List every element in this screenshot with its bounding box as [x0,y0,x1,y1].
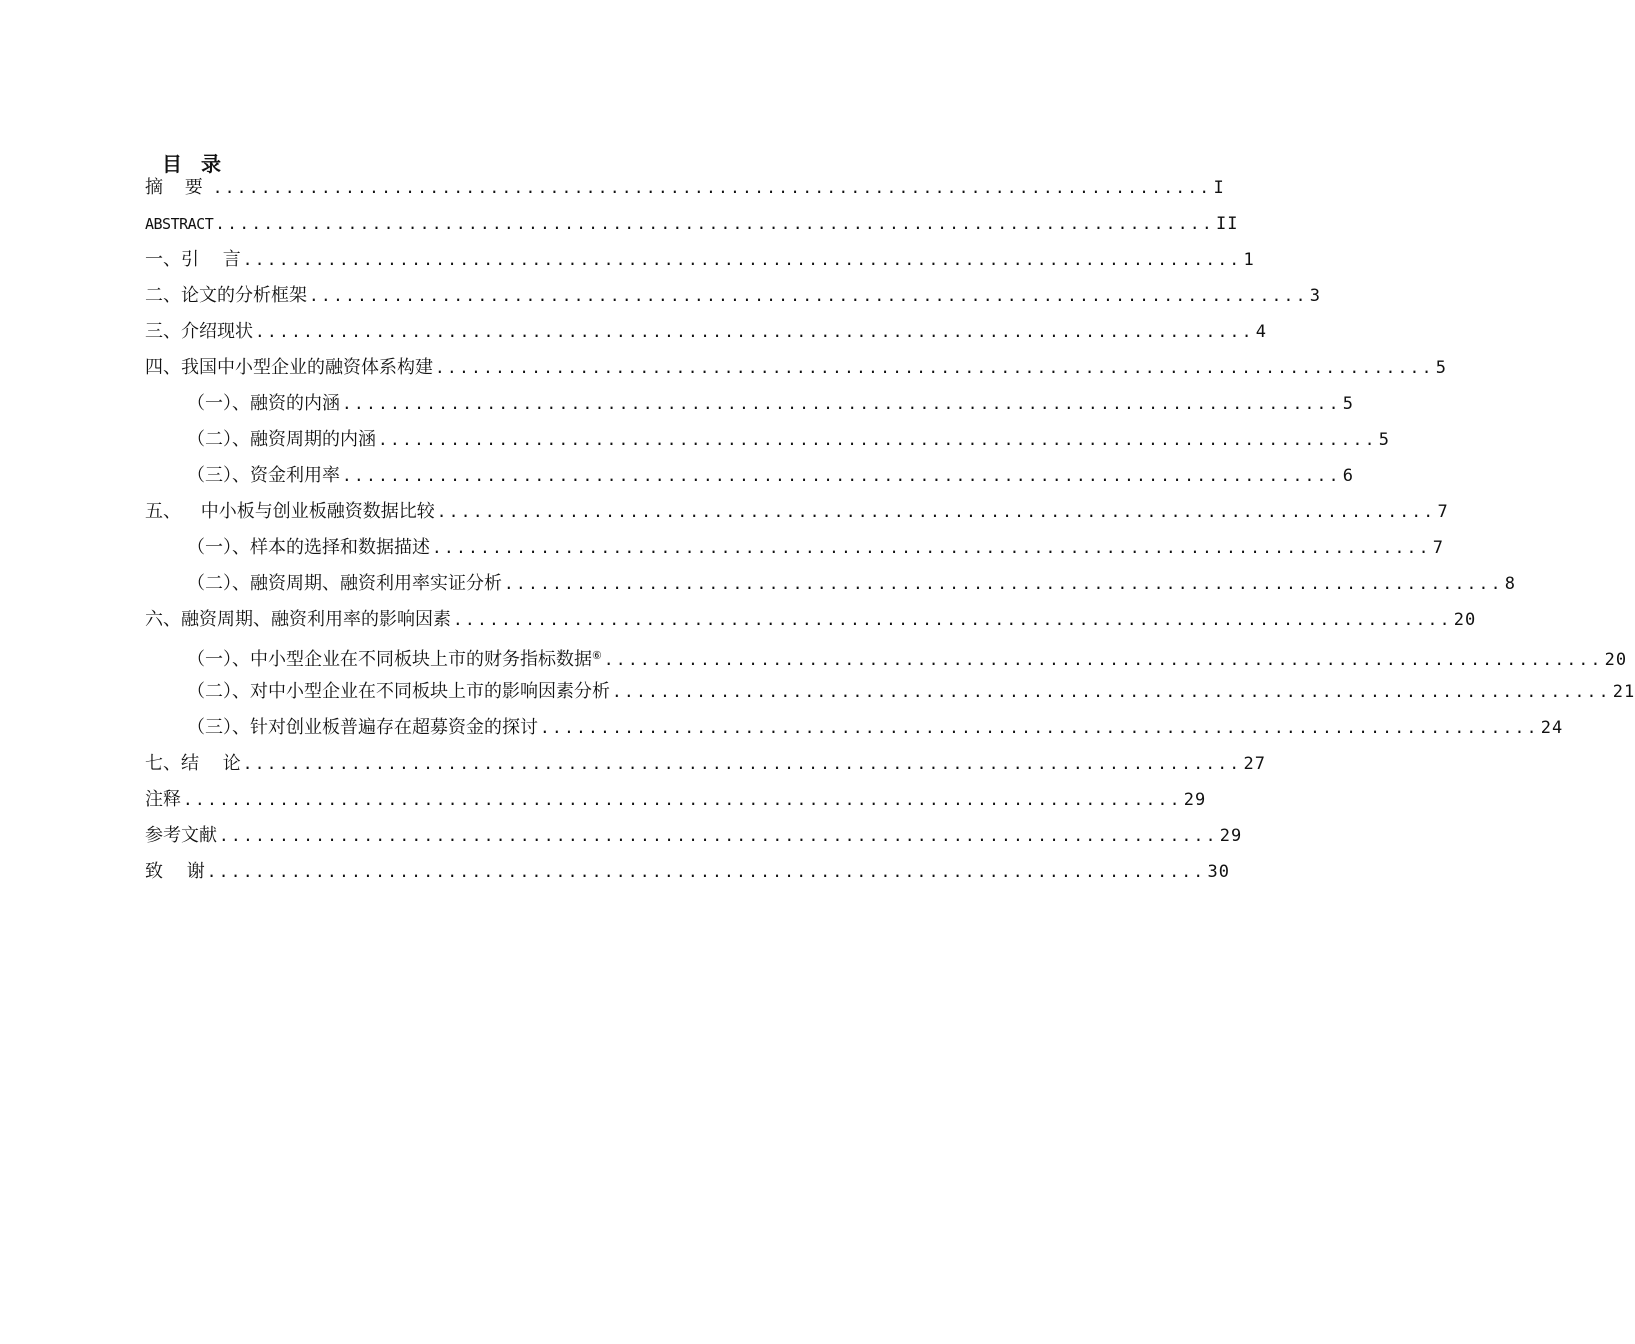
toc-entry-page: 6 [1342,466,1354,486]
toc-entry-page: 4 [1255,322,1267,342]
toc-entry[interactable] [145,854,1230,890]
toc-leader-dots: ................................................................................... [453,610,1452,629]
toc-entry-page: 7 [1437,502,1449,522]
toc-entry-label: （三）、资金利用率 [187,465,340,486]
toc-entry[interactable] [145,242,1255,278]
toc-entry[interactable] [145,206,1239,242]
toc-title: 目 录 [162,152,227,176]
toc-entry-label-text: （一）、中小型企业在不同板块上市的财务指标数据 [187,649,592,670]
toc-entry-label: 六、融资周期、融资利用率的影响因素 [145,609,451,630]
toc-entry[interactable] [145,674,1635,710]
toc-entry-label: 致 谢 [145,861,205,882]
toc-entry-page: 24 [1540,718,1564,738]
toc-entry-label: （一）、样本的选择和数据描述 [187,537,430,558]
toc-entry[interactable] [145,494,1449,530]
toc-entry-label: 一、引 言 [145,249,241,270]
toc-leader-dots: ................................................................................... [242,250,1242,269]
toc-entry-page: 20 [1604,650,1628,670]
toc-leader-dots: ................................................................................... [378,430,1377,449]
toc-entry-label: （三）、针对创业板普遍存在超募资金的探讨 [187,717,538,738]
toc-entry[interactable] [145,782,1207,818]
toc-leader-dots: ................................................................................... [603,650,1603,669]
toc-entry[interactable] [145,458,1354,494]
toc-entry[interactable] [145,818,1243,854]
toc-entry[interactable] [145,638,1628,674]
toc-leader-dots: ................................................................................... [242,754,1242,773]
toc-entry-label: ABSTRACT [145,215,214,233]
toc-leader-dots: ................................................................................... [504,574,1503,593]
toc-entry-page: 20 [1453,610,1477,630]
toc-list [145,170,1635,890]
toc-entry-label: 四、我国中小型企业的融资体系构建 [145,357,433,378]
toc-entry-page: 29 [1183,790,1207,810]
toc-leader-dots: ................................................................................... [435,358,1434,377]
toc-entry[interactable] [145,386,1354,422]
toc-entry-page: 27 [1243,754,1266,774]
toc-leader-dots: ................................................................................... [183,790,1182,809]
toc-entry-label: （二）、融资周期、融资利用率实证分析 [187,573,502,594]
toc-entry-page: 30 [1207,862,1230,882]
toc-entry-label: 七、结 论 [145,753,241,774]
toc-entry-page: 5 [1378,430,1390,450]
toc-entry-page: 3 [1309,286,1321,306]
toc-entry-page: 5 [1435,358,1447,378]
toc-entry[interactable] [145,170,1225,206]
toc-entry-label: 二、论文的分析框架 [145,285,307,306]
toc-leader-dots: ................................................................................... [540,718,1539,737]
toc-entry-page: 21 [1612,682,1635,702]
toc-leader-dots: ................................................................................... [342,394,1341,413]
toc-leader-dots: ................................................................................... [212,178,1212,197]
toc-entry[interactable] [145,350,1447,386]
toc-entry-page: 29 [1219,826,1243,846]
toc-entry-label [187,638,602,678]
toc-entry-label: 参考文献 [145,825,217,846]
toc-leader-dots: ................................................................................... [432,538,1431,557]
toc-entry-label: 三、介绍现状 [145,321,253,342]
toc-entry-label: 注释 [145,789,181,810]
toc-leader-dots: ................................................................................... [219,826,1218,845]
toc-entry-page: 7 [1432,538,1444,558]
toc-entry-page: 5 [1342,394,1354,414]
toc-entry-label: 五、 中小板与创业板融资数据比较 [145,501,435,522]
toc-entry[interactable] [145,566,1516,602]
toc-entry-page: 8 [1504,574,1516,594]
toc-leader-dots: ................................................................................... [342,466,1341,485]
toc-leader-dots: ................................................................................... [206,862,1206,881]
toc-leader-dots: ................................................................................... [309,286,1308,305]
toc-leader-dots: ................................................................................... [255,322,1254,341]
toc-entry-page: I [1213,178,1225,198]
toc-entry[interactable] [145,530,1444,566]
toc-entry[interactable] [145,278,1321,314]
toc-entry[interactable] [145,746,1266,782]
toc-entry[interactable] [145,710,1564,746]
toc-entry[interactable] [145,602,1477,638]
footnote-mark: ⑥ [592,649,602,662]
toc-entry[interactable] [145,422,1390,458]
toc-leader-dots: ................................................................................... [612,682,1611,701]
toc-entry-label: （一）、融资的内涵 [187,393,340,414]
toc-entry-page: 1 [1243,250,1255,270]
toc-entry[interactable] [145,314,1267,350]
toc-entry-page: II [1215,214,1239,234]
toc-leader-dots: ................................................................................... [436,502,1436,521]
toc-leader-dots: ................................................................................... [215,214,1214,233]
toc-entry-label: 摘 要 [145,177,211,198]
toc-entry-label: （二）、对中小型企业在不同板块上市的影响因素分析 [187,681,610,702]
toc-entry-label: （二）、融资周期的内涵 [187,429,376,450]
